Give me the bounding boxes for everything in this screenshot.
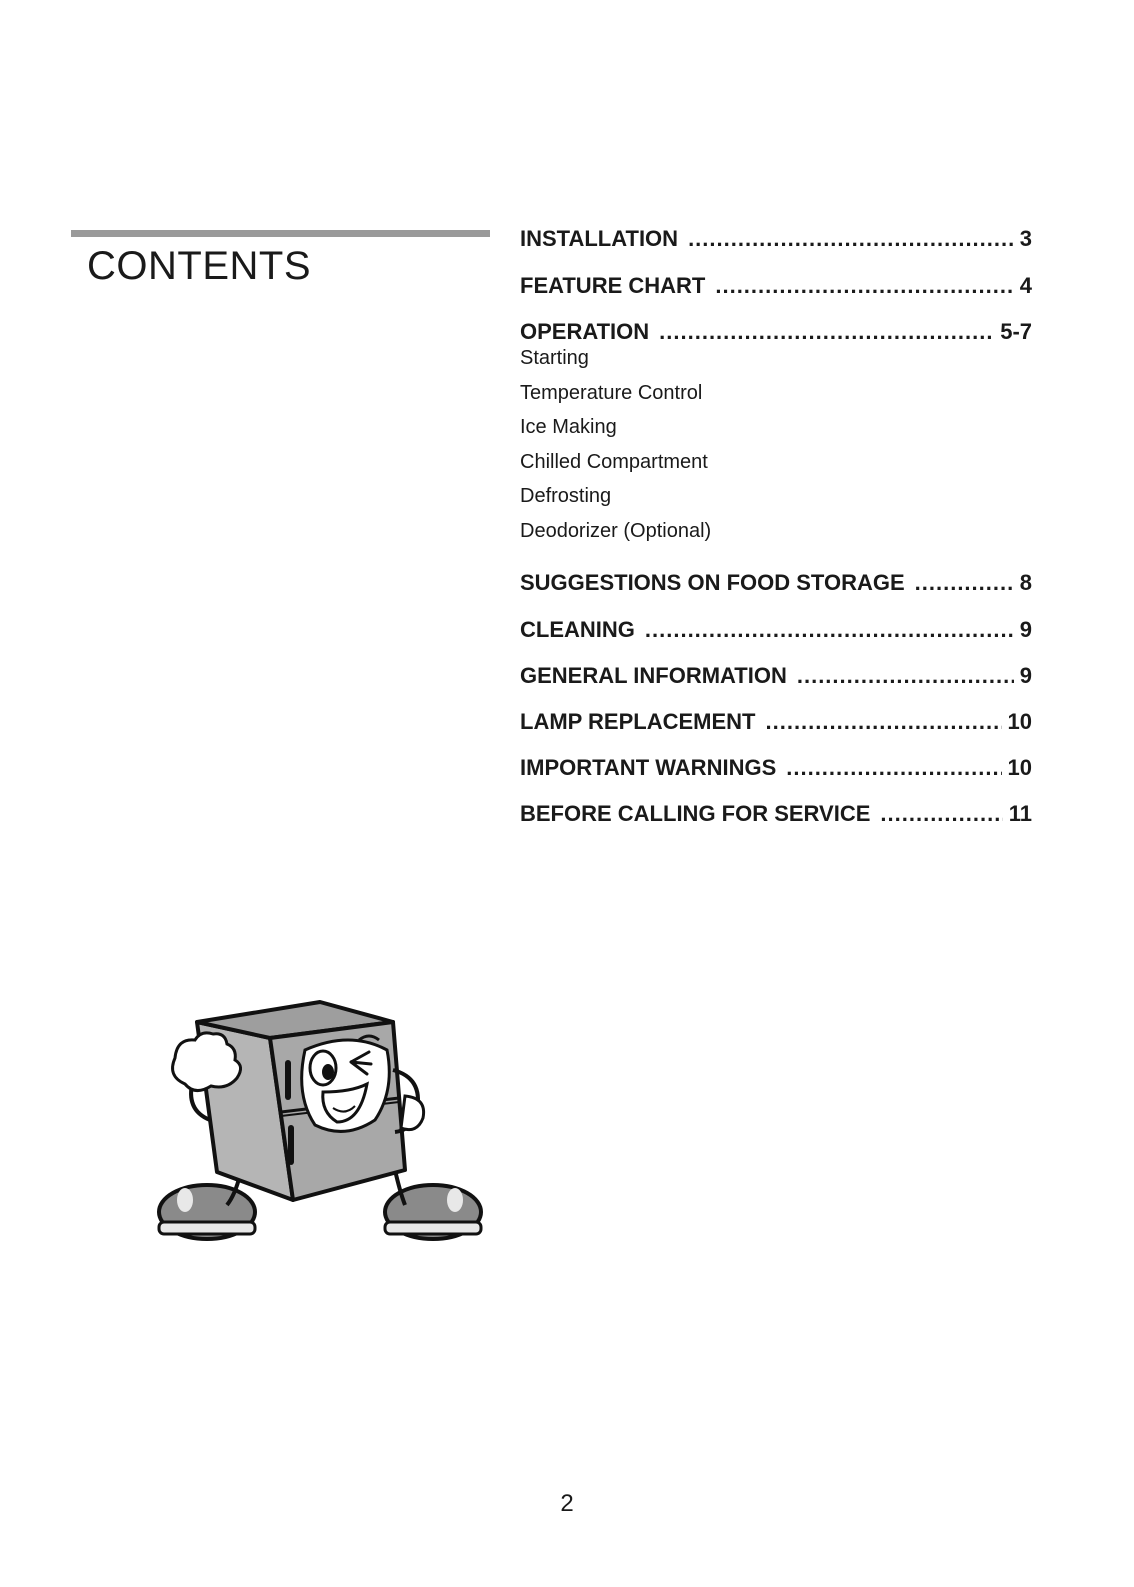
- toc-leader: [880, 801, 1002, 827]
- operation-subitems: [520, 341, 1032, 548]
- toc-page: 4: [1019, 273, 1032, 298]
- toc-leader: [915, 570, 1014, 596]
- toc-leader: [797, 663, 1014, 689]
- toc-label: IMPORTANT WARNINGS: [520, 755, 777, 780]
- toc-page: 9: [1019, 663, 1032, 688]
- toc-label: BEFORE CALLING FOR SERVICE: [520, 801, 871, 826]
- toc-page: 5-7: [1000, 319, 1032, 344]
- toc-label: GENERAL INFORMATION: [520, 663, 787, 688]
- toc-page: 3: [1019, 226, 1032, 251]
- toc-label: SUGGESTIONS ON FOOD STORAGE: [520, 570, 905, 595]
- toc-entry-general-information[interactable]: [520, 663, 1032, 690]
- page-number: 2: [560, 1490, 574, 1517]
- refrigerator-mascot-icon: [155, 1000, 485, 1260]
- toc-subitem-ice-making[interactable]: Ice Making: [520, 416, 617, 438]
- toc-leader: [645, 617, 1014, 643]
- toc-label: OPERATION: [520, 319, 650, 344]
- toc-leader: [688, 226, 1014, 252]
- toc-entry-important-warnings[interactable]: [520, 755, 1032, 782]
- toc-leader: [786, 755, 1001, 781]
- toc-leader: [715, 273, 1013, 299]
- toc-label: LAMP REPLACEMENT: [520, 709, 756, 734]
- toc-entry-food-storage[interactable]: [520, 570, 1032, 597]
- toc-entry-before-calling[interactable]: [520, 801, 1032, 828]
- toc-entry-feature-chart[interactable]: [520, 273, 1032, 300]
- toc-label: FEATURE CHART: [520, 273, 706, 298]
- toc-leader: [766, 709, 1002, 735]
- heading-rule: [71, 230, 490, 237]
- toc-page: 11: [1008, 801, 1032, 826]
- toc-subitem-chilled-compartment[interactable]: Chilled Compartment: [520, 450, 708, 473]
- toc-label: INSTALLATION: [520, 226, 679, 251]
- toc-label: CLEANING: [520, 617, 635, 642]
- toc-page: 10: [1007, 755, 1032, 780]
- toc-page: 8: [1019, 570, 1032, 595]
- toc-entry-installation[interactable]: [520, 226, 1032, 253]
- page-title: CONTENTS: [87, 244, 311, 288]
- toc-subitem-deodorizer[interactable]: Deodorizer (Optional): [520, 519, 712, 542]
- toc-entry-cleaning[interactable]: [520, 617, 1032, 644]
- toc-entry-lamp-replacement[interactable]: [520, 709, 1032, 736]
- toc-subitem-starting[interactable]: Starting: [520, 347, 589, 369]
- toc-subitem-temperature-control[interactable]: Temperature Control: [520, 381, 703, 404]
- toc-subitem-defrosting[interactable]: Defrosting: [520, 485, 612, 507]
- toc-page: 9: [1019, 617, 1032, 642]
- toc-page: 10: [1007, 709, 1032, 734]
